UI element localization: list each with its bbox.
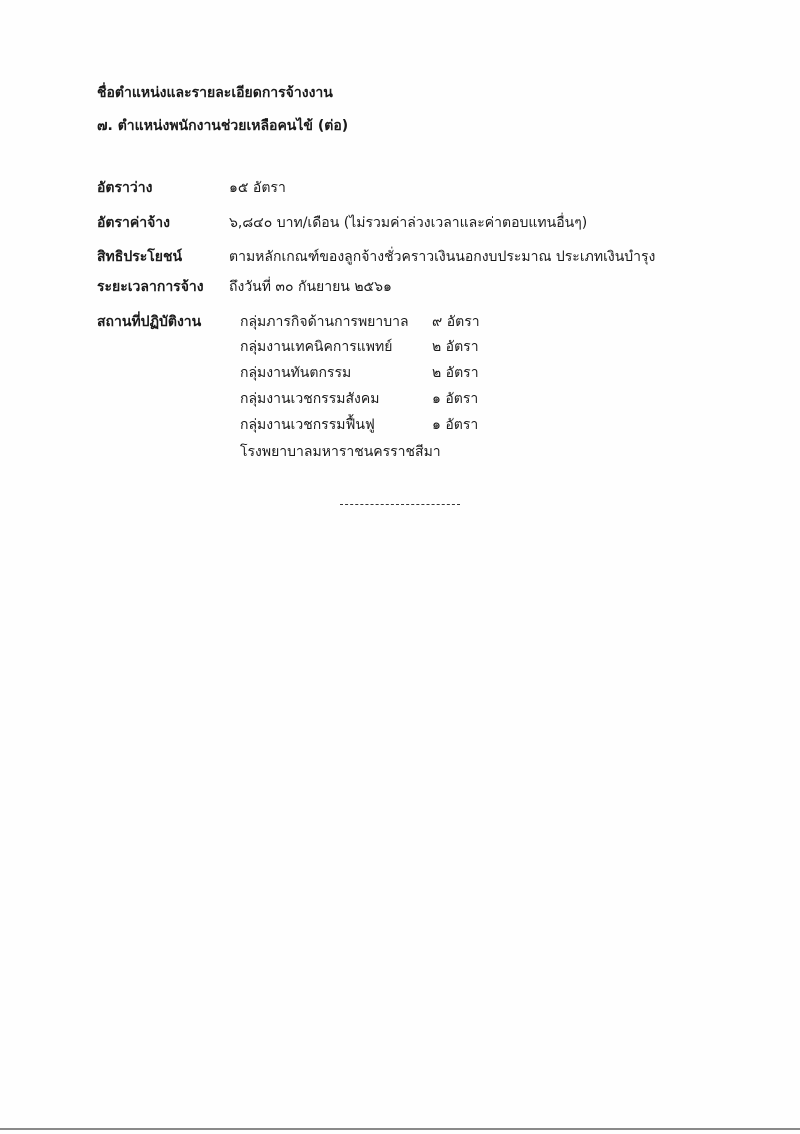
- department-count: ๑ อัตรา: [432, 417, 479, 433]
- vacancy-value: ๑๕ อัตรา: [229, 180, 286, 196]
- document-title: ชื่อตำแหน่งและรายละเอียดการจ้างงาน: [97, 85, 333, 101]
- employment-period-value: ถึงวันที่ ๓๐ กันยายน ๒๕๖๑: [229, 279, 392, 295]
- department-name: กลุ่มงานเทคนิคการแพทย์: [240, 339, 393, 355]
- wage-value: ๖,๘๔๐ บาท/เดือน (ไม่รวมค่าล่วงเวลาและค่าตอบแทนอื่นๆ): [229, 215, 588, 231]
- workplace-label: สถานที่ปฏิบัติงาน: [97, 314, 202, 330]
- department-name: กลุ่มงานเวชกรรมสังคม: [240, 391, 380, 407]
- department-name: กลุ่มงานเวชกรรมฟื้นฟู: [240, 417, 375, 433]
- page-bottom-edge: [0, 1128, 800, 1130]
- department-count: ๑ อัตรา: [432, 391, 479, 407]
- benefits-value: ตามหลักเกณฑ์ของลูกจ้างชั่วคราวเงินนอกงบประมาณ ประเภทเงินบำรุง: [229, 249, 656, 265]
- vacancy-label: อัตราว่าง: [97, 180, 153, 196]
- department-count: ๒ อัตรา: [432, 365, 479, 381]
- hospital-name: โรงพยาบาลมหาราชนครราชสีมา: [240, 444, 441, 460]
- benefits-label: สิทธิประโยชน์: [97, 249, 183, 265]
- end-divider: [340, 504, 460, 505]
- wage-label: อัตราค่าจ้าง: [97, 215, 171, 231]
- position-heading: ๗. ตำแหน่งพนักงานช่วยเหลือคนไข้ (ต่อ): [97, 118, 349, 134]
- department-count: ๒ อัตรา: [432, 339, 479, 355]
- department-name: กลุ่มภารกิจด้านการพยาบาล: [240, 314, 409, 330]
- employment-period-label: ระยะเวลาการจ้าง: [97, 279, 204, 295]
- department-count: ๙ อัตรา: [432, 314, 480, 330]
- department-name: กลุ่มงานทันตกรรม: [240, 365, 352, 381]
